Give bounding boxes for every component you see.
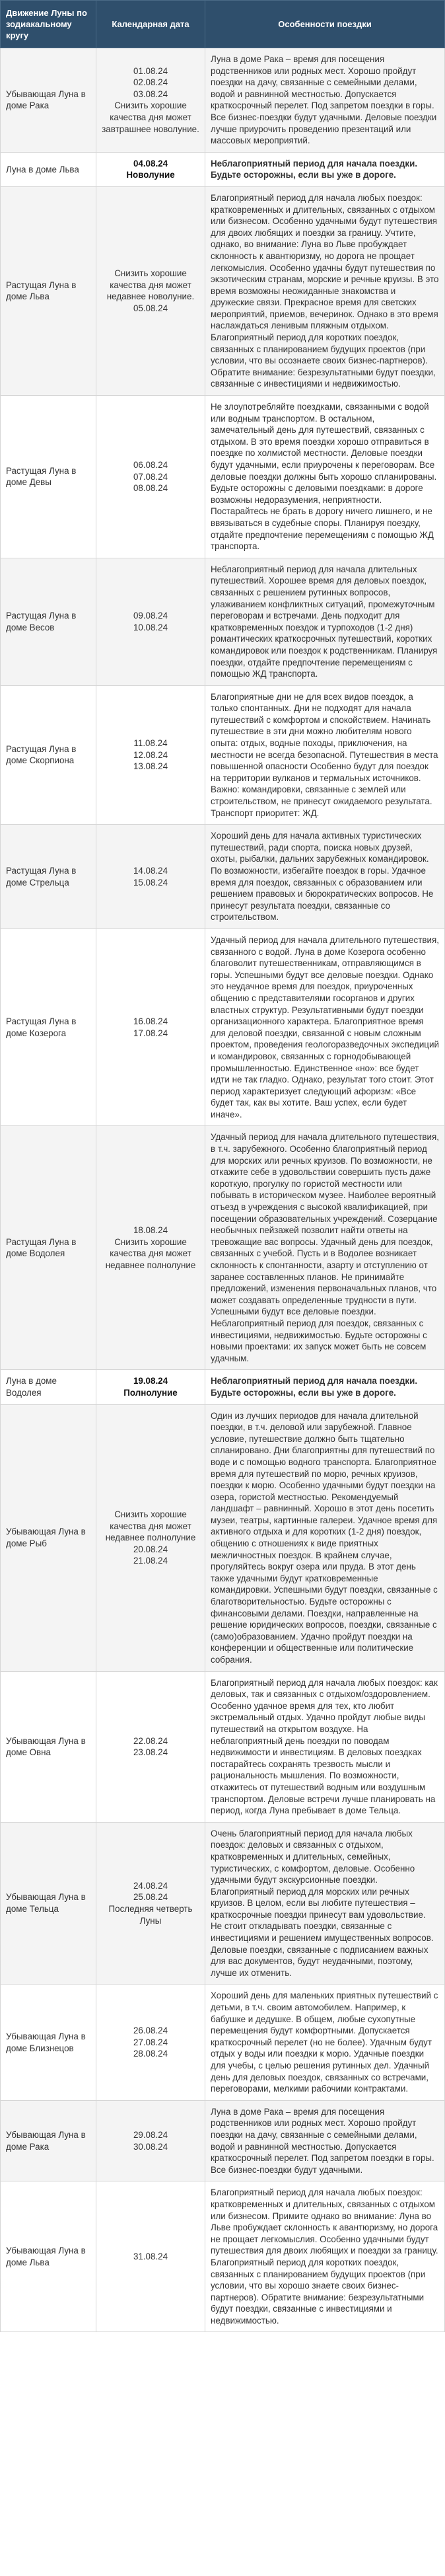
calendar-date: 24.08.24 — [133, 1880, 168, 1891]
trip-description-cell: Хороший день для начала активных туристических путешествий, ради спорта, поиска новых друзей, охоты, рыбалки, дальних зарубежных командировок. По возможности, избегайте поездок в горы. Удачное время для поездок, связанных с образованием или решением правовых и бюрократических вопросов. Не принесут результата поездки, связанные со строительством. — [205, 825, 445, 929]
calendar-date: 02.08.24 — [133, 77, 168, 88]
date-cell — [96, 2181, 205, 2332]
trip-description-cell: Благоприятный период для начала любых поездок: кратковременных и длительных, связанных с отдыхом или бизнесом. Примите однако во внимание: Луна во Льве пробуждает склонность к авантюризму, но дорога не прощает легкомыслия. Особенно удачными будут путешествия для двоих любящих и поездки за границу. Благоприятный период для коротких поездок, связанных с планированием будущих проектов (при условии, что вы хорошо знаете своих бизнес-партнеров). Обратите внимание: безрезультатными будут поездки, связанные с инвестициями и недвижимостью. — [205, 2181, 445, 2332]
table-row — [1, 558, 445, 685]
calendar-date: 04.08.24 — [133, 158, 168, 169]
trip-description-cell: Благоприятный период для начала любых поездок: как деловых, так и связанных с отдыхом/оздоровлением. Особенно удачное время для тех, кто любит экстремальный отдых. Удачно пройдут любые виды путешествий на открытом воздухе. На неблагоприятный день поездки по поводам недвижимости и инвестициям. В деловых поездках постарайтесь сохранять трезвость мысли и рациональность мышления. По возможности, откажитесь от путешествий водным или воздушным транспортом. Деловые встречи лучше планировать на период, когда Луна пребывает в доме Тельца. — [205, 1671, 445, 1822]
table-row — [1, 1671, 445, 1822]
calendar-date: 25.08.24 — [133, 1892, 168, 1903]
moon-position-cell: Растущая Луна в доме Водолея — [1, 1126, 96, 1370]
calendar-date: 07.08.24 — [133, 471, 168, 482]
trip-description-cell: Не злоупотребляйте поездками, связанными с водой или водным транспортом. В остальном, замечательный день для путешествий, связанных с отдыхом. В это время поездки хорошо отправиться в поездке по холмистой местности. Деловые поездки будут удачными, если приурочены к переговорам. Все деловые поездки должны быть хорошо спланированы. Будьте осторожны с деловыми поездками: в дороге возможны недоразумения, неприятности. Постарайтесь не брать в дорогу ничего лишнего, и не ввязываться в судебные споры. Планируя поездку, отдайте предпочтение перемещениям с помощью ЖД транспорта. — [205, 396, 445, 558]
date-note: Последняя четверть Луны — [108, 1904, 193, 1926]
moon-position-cell: Растущая Луна в доме Стрельца — [1, 825, 96, 929]
date-cell — [96, 186, 205, 395]
table-row — [1, 928, 445, 1126]
calendar-date: 06.08.24 — [133, 460, 168, 470]
date-cell — [96, 2100, 205, 2181]
table-body — [1, 48, 445, 2332]
calendar-date: 01.08.24 — [133, 65, 168, 76]
table-row — [1, 825, 445, 929]
calendar-date: 23.08.24 — [133, 1747, 168, 1758]
table-row — [1, 396, 445, 558]
date-cell — [96, 1126, 205, 1370]
trip-description-cell: Луна в доме Рака – время для посещения родственников или родных мест. Хорошо пройдут поездки на дачу, связанные с семейными делами, водой и равнинной местностью. Допускается краткосрочный перелет. Под запретом поездки в горы. Все бизнес-поездки будут удачными. — [205, 2100, 445, 2181]
moon-position-cell: Убывающая Луна в доме Тельца — [1, 1822, 96, 1985]
date-note: Новолуние — [126, 170, 175, 180]
date-cell — [96, 1985, 205, 2100]
trip-description-cell: Неблагоприятный период для начала поездки. Будьте осторожны, если вы уже в дороге. — [205, 1370, 445, 1404]
calendar-date: 27.08.24 — [133, 2037, 168, 2047]
moon-position-cell: Растущая Луна в доме Весов — [1, 558, 96, 685]
trip-description-cell: Удачный период для начала длительного путешествия, в т.ч. зарубежного. Особенно благоприятный период для морских или речных круизов. По возможности, не откажите себе в удовольствии совершить пусть даже короткую, прогулку по гористой местности или побывать в историческом музее. Наиболее вероятный отъезд в учреждения с высокой квалификацией, при посещении образовательных учреждений. Созерцание необычных пейзажей позволит найти ответы на тревожащие вас вопросы. Удачный день для поездок, связанных с учебой. Пусть и в Водолее возникает склонность к спонтанности, азарту и отступлению от заранее составленных планов. Не принимайте предложений, изменения первоначальных планов, что может создавать определенные трудности в пути. Успешными будут все деловые поездки. Неблагоприятный период для поездок, связанных с инвестициями, недвижимостью. Будьте осторожны с новыми проектами: их запуск может быть не совсем удачным. — [205, 1126, 445, 1370]
table-row — [1, 1126, 445, 1370]
date-note: Снизить хорошие качества дня может недавнее полнолуние — [105, 1236, 196, 1270]
calendar-date: 10.08.24 — [133, 622, 168, 632]
moon-position-cell: Убывающая Луна в доме Близнецов — [1, 1985, 96, 2100]
date-cell — [96, 396, 205, 558]
calendar-date: 17.08.24 — [133, 1028, 168, 1038]
header-moon-movement: Движение Луны по зодиакальному кругу — [1, 1, 96, 48]
date-cell — [96, 48, 205, 153]
moon-position-cell: Растущая Луна в доме Девы — [1, 396, 96, 558]
trip-description-cell: Очень благоприятный период для начала любых поездок: деловых и связанных с отдыхом, кратковременных и длительных, семейных, туристических, с комфортом, деловые. Особенно удачными будут экскурсионные поездки. Благоприятный период для морских или речных круизов. В целом, если вы любите путешествия – краткосрочные поездки принесут вам удовольствие. Не стоит откладывать поездки, связанные с инвестициями и решением имущественных вопросов. Деловые поездки, связанные с подписанием важных для вас документов, будут неудачными, поэтому, лучше их отменить. — [205, 1822, 445, 1985]
header-trip-features: Особенности поездки — [205, 1, 445, 48]
calendar-date: 03.08.24 — [133, 89, 168, 99]
calendar-date: 30.08.24 — [133, 2141, 168, 2152]
calendar-date: 28.08.24 — [133, 2049, 168, 2059]
table-header-row — [1, 1, 445, 48]
trip-description-cell: Благоприятные дни не для всех видов поездок, а только спонтанных. Дни не подходят для начала путешествий с комфортом и спокойствием. Начинать путешествие в эти дни можно любителям нового опыта: отдых, водные походы, приключения, на местности не всегда безопасной. Путешествия в места повышенной опасности Особенно будут для поездок на территории вулканов и термальных источников. Важно: командировки, связанные с землей или строительством, не принесут ожидаемого результата. Транспорт приоритет: ЖД. — [205, 685, 445, 825]
date-cell — [96, 825, 205, 929]
trip-description-cell: Благоприятный период для начала любых поездок: кратковременных и длительных, связанных с отдыхом или бизнесом. Особенно удачными будут путешествия для двоих любящих и поездки за границу. Учтите, однако, во внимание: Луна во Льве пробуждает склонность к авантюризму, но дорога не прощает легкомыслия. Особенно удачны будут путешествия по экзотическим странам, морские и речные круизы. В это время возможны неожиданные знакомства и дружеские связи. Прекрасное время для светских мероприятий, приемов, вечеринок. Однако в это время наслаждаться ленивым пляжным отдыхом. Благоприятный период для коротких поездок, связанных с планированием будущих проектов (при условии, что вы осознаете своих бизнес-партнеров). Обратите внимание: безрезультатными будут поездки, связанные с инвестициями и недвижимостью. — [205, 186, 445, 395]
table-row — [1, 2100, 445, 2181]
moon-position-cell: Убывающая Луна в доме Овна — [1, 1671, 96, 1822]
date-cell — [96, 558, 205, 685]
calendar-date: 15.08.24 — [133, 877, 168, 888]
date-cell — [96, 1822, 205, 1985]
date-note: Снизить хорошие качества дня может недавнее новолуние. — [106, 268, 195, 302]
calendar-date: 26.08.24 — [133, 2026, 168, 2036]
moon-position-cell: Растущая Луна в доме Льва — [1, 186, 96, 395]
moon-position-cell: Луна в доме Водолея — [1, 1370, 96, 1404]
calendar-date: 22.08.24 — [133, 1735, 168, 1746]
calendar-date: 12.08.24 — [133, 749, 168, 760]
calendar-date: 08.08.24 — [133, 483, 168, 494]
table-row — [1, 1404, 445, 1671]
moon-position-cell: Убывающая Луна в доме Рыб — [1, 1404, 96, 1671]
calendar-date: 29.08.24 — [133, 2129, 168, 2140]
calendar-date: 20.08.24 — [133, 1544, 168, 1554]
date-cell — [96, 1370, 205, 1404]
table-row — [1, 48, 445, 153]
trip-description-cell: Хороший день для маленьких приятных путешествий с детьми, в т.ч. своим автомобилем. Например, к бабушке и дедушке. В общем, любые сухопутные перемещения будут комфортными. Допускается краткосрочный перелет (но не более). Удачным будут отдых у воды или поездки к морю. Удачные поездки для учебы, с целью решения рутинных дел. Удачный день для деловых поездок, связанных со встречами, переговорами, мелкими рабочими контрактами. — [205, 1985, 445, 2100]
moon-position-cell: Убывающая Луна в доме Льва — [1, 2181, 96, 2332]
calendar-date: 11.08.24 — [133, 738, 168, 749]
header-calendar-date: Календарная дата — [96, 1, 205, 48]
table-row — [1, 152, 445, 186]
table-row — [1, 1370, 445, 1404]
date-cell — [96, 152, 205, 186]
trip-description-cell: Неблагоприятный период для начала поездки. Будьте осторожны, если вы уже в дороге. — [205, 152, 445, 186]
date-note: Снизить хорошие качества дня может завтрашнее новолуние. — [102, 100, 199, 134]
date-note: Полнолуние — [123, 1387, 178, 1398]
moon-position-cell: Луна в доме Льва — [1, 152, 96, 186]
calendar-date: 31.08.24 — [133, 2252, 168, 2262]
calendar-date: 05.08.24 — [133, 303, 168, 314]
date-cell — [96, 1404, 205, 1671]
moon-position-cell: Растущая Луна в доме Скорпиона — [1, 685, 96, 825]
calendar-date: 09.08.24 — [133, 611, 168, 621]
calendar-date: 19.08.24 — [133, 1376, 168, 1386]
calendar-date: 13.08.24 — [133, 761, 168, 772]
trip-description-cell: Неблагоприятный период для начала длительных путешествий. Хорошее время для деловых поездок, связанных с решением рутинных вопросов, улаживанием конфликтных ситуаций, промежуточным переговорам и встречами. День подходит для кратковременных поездок и турпоходов (1-2 дня) романтических краткосрочных путешествий, коротких командировок или поездок к родственникам. Планируя поездки, отдайте предпочтение перемещениям с помощью ЖД транспорта. — [205, 558, 445, 685]
date-cell — [96, 928, 205, 1126]
trip-description-cell: Удачный период для начала длительного путешествия, связанного с водой. Луна в доме Козерога особенно благоволит путешественникам, отправляющимся в горы. Успешными будут все деловые поездки. Однако это неудачное время для поездок, приуроченных общению с представителями госорганов и других властных структур. Результативными будут поездки организационного характера. Благоприятное время для деловой поездки, связанной с новым сложным проектом, проведения геологоразведочных экспедиций и командировок, связанных с горнодобывающей промышленностью. Единственное «но»: все будет идти не так гладко. Однако, результат того стоит. Этот период характеризует следующий афоризм: «Все будет так, как вы хотите. Ваш успех, если будет иначе». — [205, 928, 445, 1126]
table-row — [1, 1985, 445, 2100]
moon-position-cell: Убывающая Луна в доме Рака — [1, 48, 96, 153]
table-row — [1, 685, 445, 825]
calendar-date: 18.08.24 — [133, 1225, 168, 1236]
table-row — [1, 1822, 445, 1985]
trip-description-cell: Луна в доме Рака – время для посещения родственников или родных мест. Хорошо пройдут поездки на дачу, связанные с семейными делами, водой и равнинной местностью. Допускается краткосрочный перелет. Под запретом поездки в горы. Все бизнес-поездки будут удачными. Деловые поездки лучше приурочить проведению презентаций или массовых мероприятий. — [205, 48, 445, 153]
trip-description-cell: Один из лучших периодов для начала длительной поездки, в т.ч. деловой или зарубежной. Главное условие, путешествие должно быть тщательно спланировано. Дни благоприятны для путешествий по воде и с помощью водного транспорта. Благоприятное время для путешествий по морю, речных круизов, поездки к морю. Особенно удачными будут поездки на озера, гористой местностью. Рекомендуемый ландшафт – равнинный. Хорошо в этот день посетить музеи, театры, картинные галереи. Удачное время для активного отдыха и для коротких (1-2 дня) поездок, общению с отношениях к виде приятных межличностных поездок. В крайнем случае, прогуляйтесь вокруг озера или пруда. В этот день также удачными будут кратковременные командировки. Успешными будут поездки, связанные с благотворительностью. Будьте осторожны с финансовыми делами. Поездки, направленные на решение юридических вопросов, поездки, связанные с (само)образованием. Удачно пройдут поездки на конференции и общественные или политические собрания. — [205, 1404, 445, 1671]
table-row — [1, 186, 445, 395]
table-row — [1, 2181, 445, 2332]
date-cell — [96, 1671, 205, 1822]
date-cell — [96, 685, 205, 825]
calendar-date: 21.08.24 — [133, 1556, 168, 1566]
moon-position-cell: Растущая Луна в доме Козерога — [1, 928, 96, 1126]
calendar-date: 14.08.24 — [133, 866, 168, 876]
calendar-date: 16.08.24 — [133, 1016, 168, 1027]
date-note: Снизить хорошие качества дня может недавнее полнолуние — [105, 1509, 196, 1543]
moon-position-cell: Убывающая Луна в доме Рака — [1, 2100, 96, 2181]
